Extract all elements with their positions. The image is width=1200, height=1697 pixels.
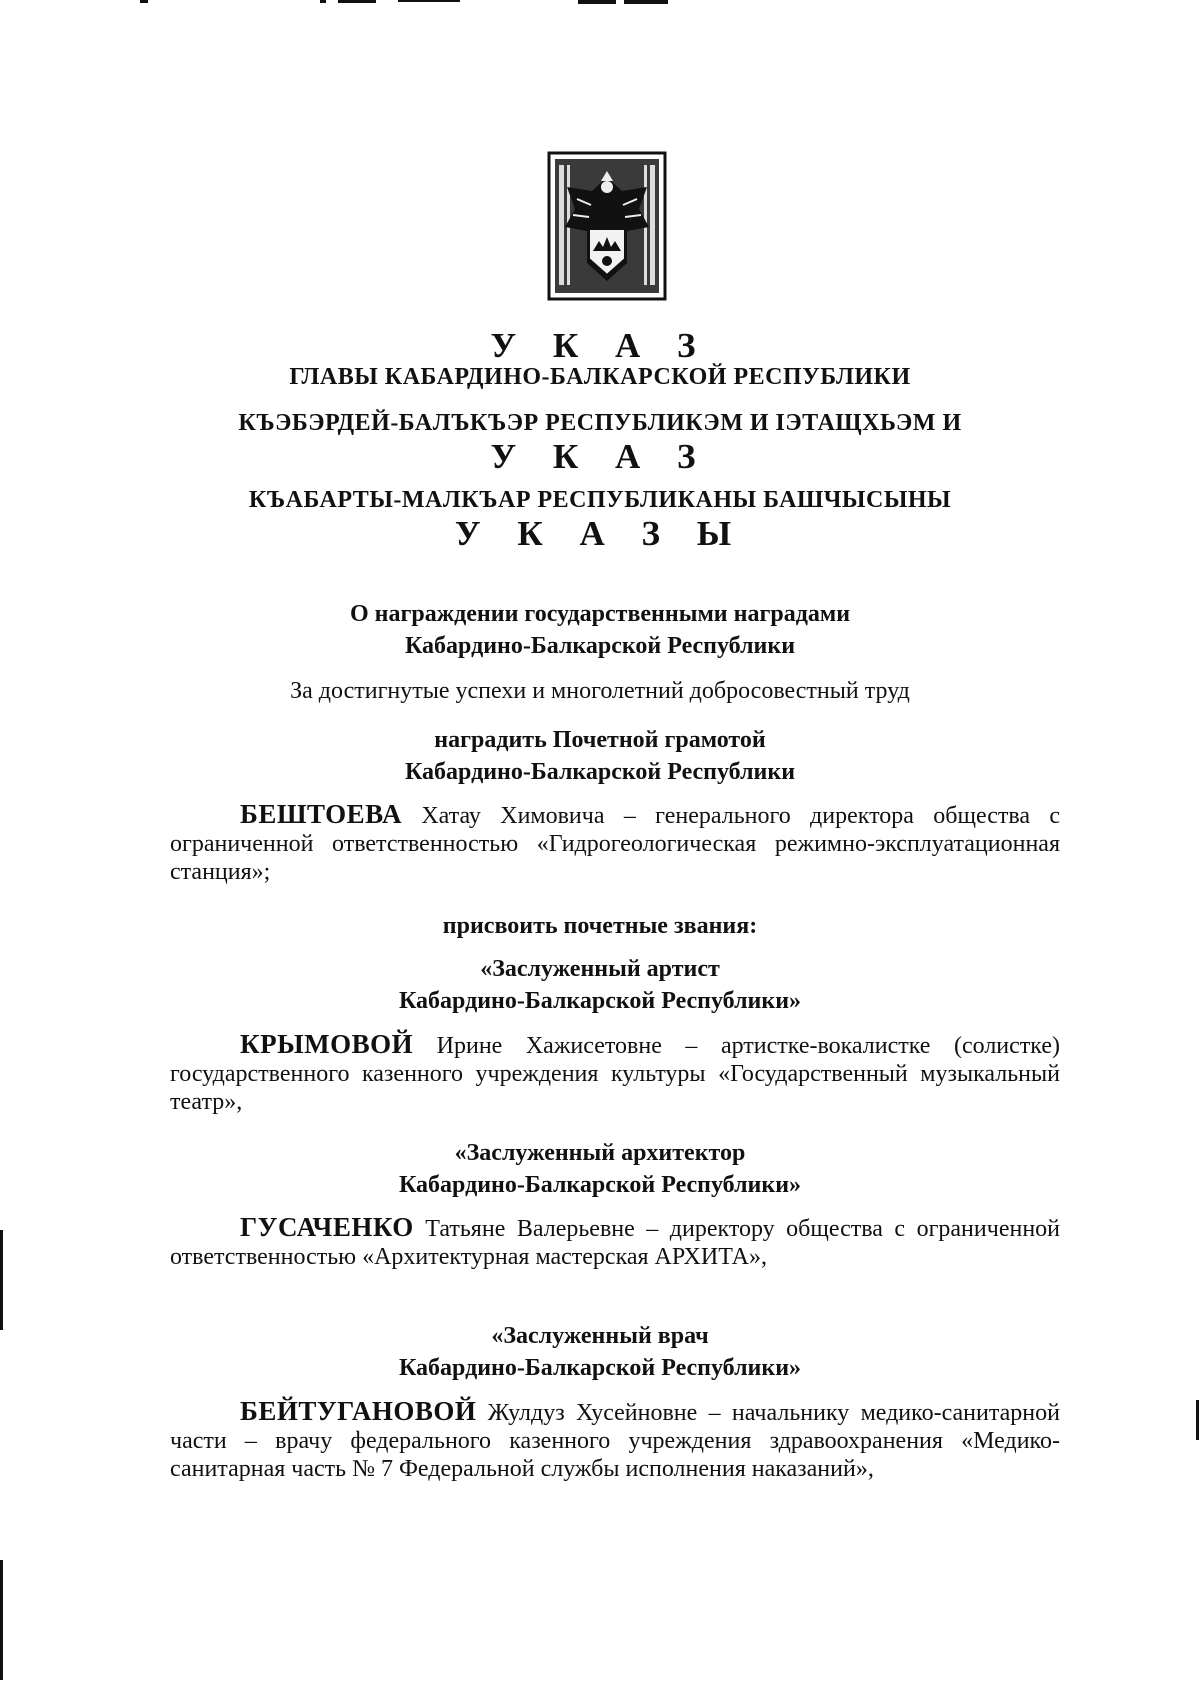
honorary-title-heading [0,953,1200,1017]
decree-title [0,598,1200,662]
honorary-title-heading [0,1320,1200,1384]
honorary-recipient-paragraph [170,1213,1060,1271]
honorary-title-line-2: Кабардино-Балкарской Республики» [398,1172,802,1198]
honorary-recipient-paragraph [170,1030,1060,1116]
recipient-name: БЕШТОЕВА [240,799,402,829]
award-heading-line-2: Кабардино-Балкарской Республики [404,759,796,785]
recipient-name: БЕЙТУГАНОВОЙ [240,1396,477,1426]
preamble: За достигнутые успехи и многолетний добросовестный труд [290,678,910,704]
scan-mark-top [140,0,148,3]
scan-mark-left [0,1560,3,1680]
award-heading [0,724,1200,788]
scan-mark-top [578,0,616,4]
scan-mark-top [338,0,376,3]
decree-title-line-2: Кабардино-Балкарской Республики [404,633,796,659]
header-line-kabardian: КЪЭБЭРДЕЙ-БАЛЪКЪЭР РЕСПУБЛИКЭМ И IЭТАЩХЬЭМ И [238,410,962,436]
honorary-title-line-1: «Заслуженный врач [491,1323,709,1349]
honorary-recipient-paragraph [170,1397,1060,1483]
ukaz-heading-balkar: У К А З Ы [454,514,746,553]
recipient-text: Татьяне Валерьевне – директору общества с ограниченной ответственностью «Архитектурная мастерская АРХИТА», [170,1216,1061,1270]
recipient-text: Жулдуз Хусейновне – начальнику медико-санитарной части – врачу федерального казенного учреждения здравоохранения «Медико-санитарная часть № 7 Федеральной службы исполнения наказаний», [170,1400,1060,1482]
recipient-name: ГУСАЧЕНКО [240,1212,414,1242]
ukaz-heading-russian: У К А З [490,326,710,365]
ukaz-heading-kabardian: У К А З [490,437,710,476]
scan-mark-top [624,0,668,4]
decree-title-line-1: О награждении государственными наградами [349,601,851,627]
award-recipient-paragraph [170,800,1060,886]
honorary-title-line-2: Кабардино-Балкарской Республики» [398,988,802,1014]
scan-mark-top [398,0,460,2]
award-heading-line-1: наградить Почетной грамотой [434,727,766,753]
honorary-title-line-1: «Заслуженный артист [480,956,720,982]
scan-mark-top [320,0,326,3]
assign-titles-heading: присвоить почетные звания: [442,913,758,939]
coat-of-arms-emblem [547,151,667,301]
header-line-russian: ГЛАВЫ КАБАРДИНО-БАЛКАРСКОЙ РЕСПУБЛИКИ [289,364,911,390]
recipient-name: КРЫМОВОЙ [240,1029,414,1059]
recipient-text: Хатау Химовича – генерального директора общества с ограниченной ответственностью «Гидрогеологическая режимно-эксплуатационная станция»; [170,803,1061,885]
scan-mark-right [1196,1400,1199,1440]
honorary-title-heading [0,1137,1200,1201]
honorary-title-line-2: Кабардино-Балкарской Республики» [398,1355,802,1381]
honorary-title-line-1: «Заслуженный архитектор [454,1140,746,1166]
header-line-balkar: КЪАБАРТЫ-МАЛКЪАР РЕСПУБЛИКАНЫ БАШЧЫСЫНЫ [248,487,952,513]
scan-mark-left [0,1230,3,1330]
recipient-text: Ирине Хажисетовне – артистке-вокалистке (солистке) государственного казенного учреждения культуры «Государственный музыкальный театр», [170,1033,1060,1115]
